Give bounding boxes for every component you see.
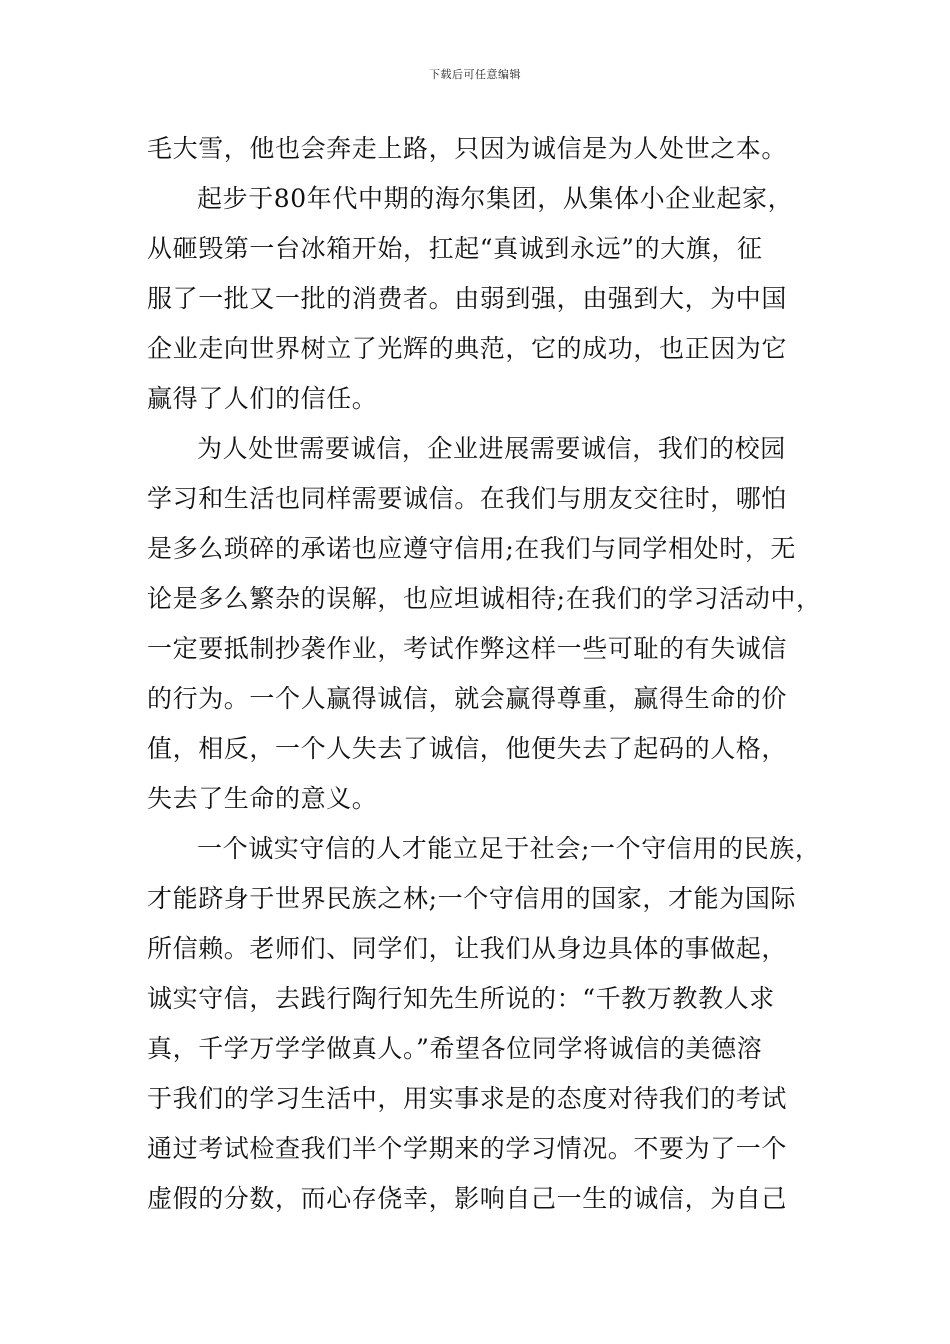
text-line-6: 赢得了人们的信任。 — [147, 384, 378, 413]
text-line-18: 诚实守信，去践行陶行知先生所说的：“千教万教教人求 — [147, 984, 775, 1013]
page-header: 下载后可任意编辑 — [429, 68, 521, 81]
text-line-9: 是多么琐碎的承诺也应遵守信用;在我们与同学相处时，无 — [147, 534, 797, 563]
text-line-16: 才能跻身于世界民族之林;一个守信用的国家，才能为国际 — [147, 884, 797, 913]
text-line-5: 企业走向世界树立了光辉的典范，它的成功，也正因为它 — [147, 334, 788, 363]
text-line-3: 从砸毁第一台冰箱开始，扛起“真诚到永远”的大旗，征 — [147, 234, 763, 263]
text-line-13: 值，相反，一个人失去了诚信，他便失去了起码的人格， — [147, 734, 788, 763]
text-line-17: 所信赖。老师们、同学们，让我们从身边具体的事做起， — [147, 934, 788, 963]
text-line-19: 真，千学万学学做真人。”希望各位同学将诚信的美德溶 — [147, 1034, 763, 1063]
text-line-15: 一个诚实守信的人才能立足于社会;一个守信用的民族， — [197, 834, 821, 863]
text-line-1: 毛大雪，他也会奔走上路，只因为诚信是为人处世之本。 — [147, 134, 788, 163]
text-line-20: 于我们的学习生活中，用实事求是的态度对待我们的考试 — [147, 1084, 788, 1113]
text-line-11: 一定要抵制抄袭作业，考试作弊这样一些可耻的有失诚信 — [147, 634, 788, 663]
text-line-8: 学习和生活也同样需要诚信。在我们与朋友交往时，哪怕 — [147, 484, 788, 513]
text-line-12: 的行为。一个人赢得诚信，就会赢得尊重，赢得生命的价 — [147, 684, 788, 713]
text-line-2: 起步于80年代中期的海尔集团，从集体小企业起家， — [197, 184, 794, 213]
text-line-21: 通过考试检查我们半个学期来的学习情况。不要为了一个 — [147, 1134, 788, 1163]
text-line-7: 为人处世需要诚信，企业进展需要诚信，我们的校园 — [197, 434, 786, 463]
text-line-10: 论是多么繁杂的误解，也应坦诚相待;在我们的学习活动中， — [147, 584, 822, 613]
text-line-14: 失去了生命的意义。 — [147, 784, 378, 813]
text-line-4: 服了一批又一批的消费者。由弱到强，由强到大，为中国 — [147, 284, 788, 313]
text-line-22: 虚假的分数，而心存侥幸，影响自己一生的诚信，为自己 — [147, 1184, 788, 1213]
